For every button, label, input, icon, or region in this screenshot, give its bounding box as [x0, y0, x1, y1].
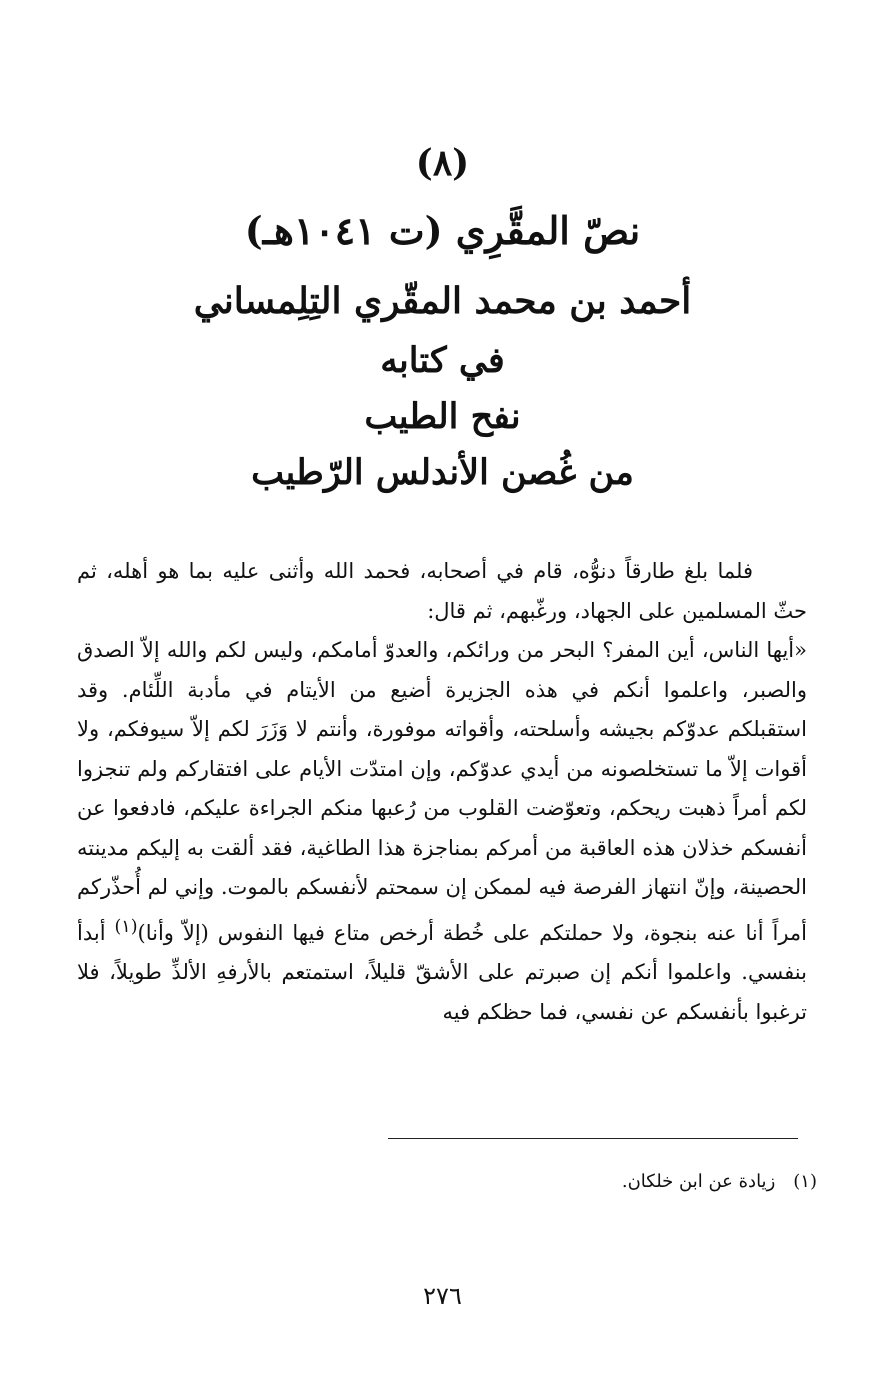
speech-paragraph: [77, 631, 807, 1032]
book-title-line1: نفح الطيب: [364, 396, 521, 437]
speech-text: «أيها الناس، أين المفر؟ البحر من ورائكم، والعدوّ أمامكم، وليس لكم والله إلاّ الصدق والصبر، واعلموا أنكم في هذه الجزيرة أضيع من الأيتام في مأدبة اللِّئام. وقد استقبلكم عدوّكم بجيشه وأسلحته، وأقواته موفورة، وأنتم لا وَزَرَ لكم إلاّ سيوفكم، ولا أقوات إلاّ ما تستخلصونه من أيدي عدوّكم، وإن امتدّت الأيام على افتقاركم ولم تنجزوا لكم أمراً ذهبت ريحكم، وتعوّضت القلوب من رُعبها منكم الجراءة عليكم، فادفعوا عن أنفسكم خذلان هذه العاقبة من أمركم بمناجزة هذا الطاغية، فقد ألقت به إليكم مدينته الحصينة، وإنّ انتهاز الفرصة فيه لممكن إن سمحتم لأنفسكم بالموت. وإني لم أُحذّركم أمراً أنا عنه بنجوة، ولا حملتكم على خُطة أرخص متاع فيها النفوس (إلاّ وأنا): [77, 638, 807, 945]
section-title: نصّ المقَّرِي (ت ١٠٤١هـ): [244, 208, 641, 253]
intro-paragraph: فلما بلغ طارقاً دنوُّه، قام في أصحابه، فحمد الله وأثنى عليه بما هو أهله، ثم حثّ المسلمين على الجهاد، ورغّبهم، ثم قال:: [77, 559, 807, 623]
footnote-divider: [388, 1138, 798, 1139]
speech-continuation: أبدأ بنفسي. واعلموا أنكم إن صبرتم على الأشقّ قليلاً، استمتعم بالأرفهِ الألذِّ طويلاً، فلا ترغبوا بأنفسكم عن نفسي، فما حظكم فيه: [77, 920, 807, 1024]
footnote: [622, 1171, 817, 1192]
body-text: [77, 552, 807, 1032]
footnote-marker: (١): [793, 1171, 817, 1192]
footnote-reference: (١): [114, 916, 138, 937]
book-title-line2: من غُصن الأندلس الرّطيب: [251, 452, 634, 493]
footnote-text: زيادة عن ابن خلكان.: [621, 1171, 776, 1192]
section-number: (٨): [415, 142, 470, 184]
page-number: ٢٧٦: [423, 1282, 462, 1310]
author-name: أحمد بن محمد المقّري التِلِمساني: [193, 280, 692, 322]
in-book-label: في كتابه: [380, 340, 505, 381]
